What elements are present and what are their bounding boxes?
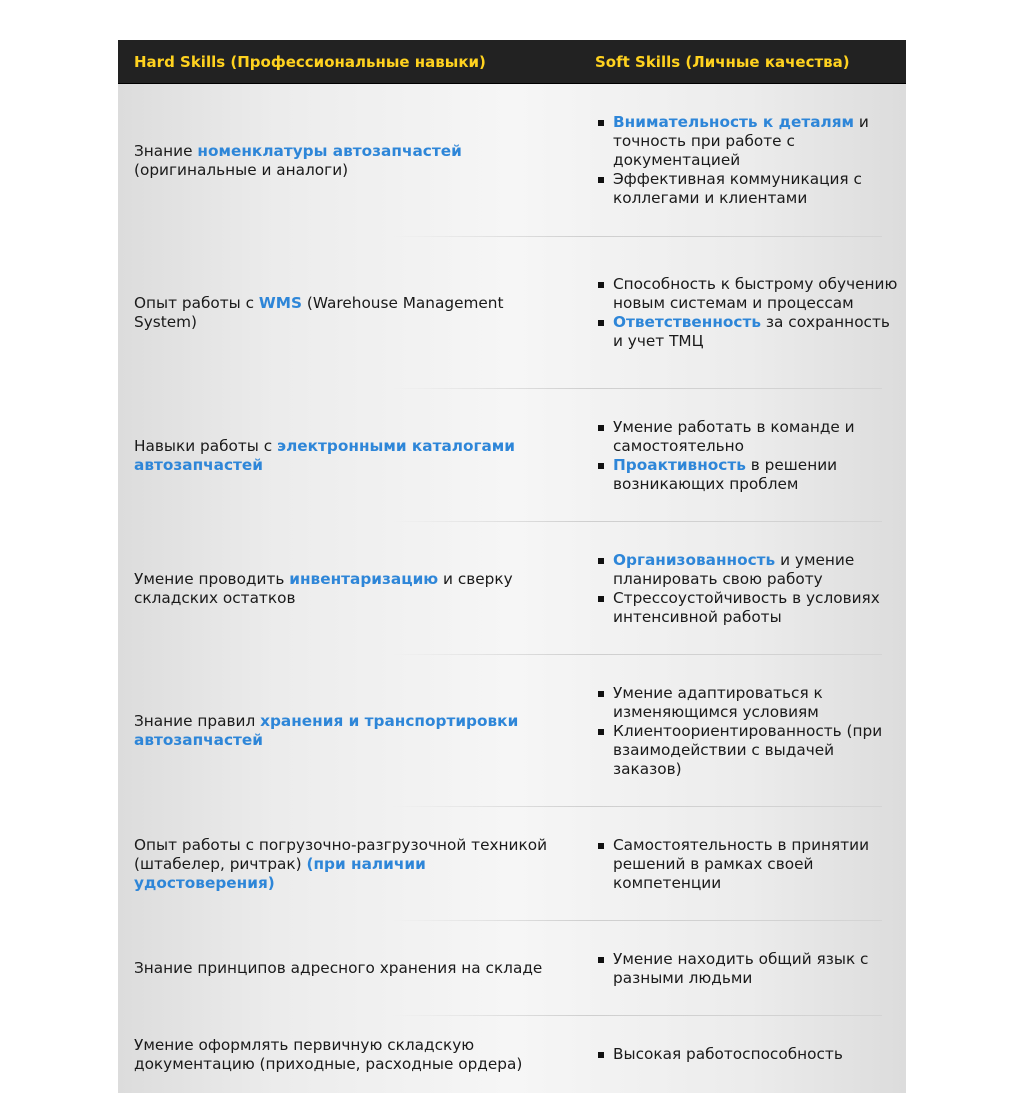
soft-skill-cell (580, 950, 906, 988)
highlight-text: инвентаризацию (289, 569, 439, 588)
table-header (118, 40, 906, 84)
soft-skill-item (595, 456, 898, 494)
soft-skill-item (595, 722, 898, 779)
highlight-text: Проактивность (613, 455, 746, 474)
hard-skill-cell (118, 1036, 580, 1074)
table-row (118, 84, 906, 237)
soft-skill-list (595, 950, 898, 988)
table-row (118, 522, 906, 655)
table-body (118, 84, 906, 1093)
soft-skill-cell (580, 1045, 906, 1064)
text-segment: Умение адаптироваться к изменяющимся условиям (613, 683, 823, 721)
text-segment: в решении возникающих проблем (613, 455, 838, 493)
text-segment: Умение проводить (134, 569, 290, 588)
text-segment: Клиентоориентированность (при взаимодействии с выдачей заказов) (613, 721, 883, 778)
soft-skill-item (595, 836, 898, 893)
text-segment: (Warehouse Management System) (134, 294, 504, 331)
hard-skill-cell (118, 712, 580, 750)
table-row (118, 921, 906, 1016)
text-segment: Эффективная коммуникация с коллегами и клиентами (613, 170, 862, 207)
hard-skill-cell (118, 570, 580, 608)
soft-skill-item (595, 551, 898, 589)
soft-skill-cell (580, 113, 906, 208)
soft-skill-list (595, 684, 898, 779)
soft-skill-item (595, 589, 898, 627)
text-segment: (оригинальные и аналоги) (134, 160, 349, 179)
highlight-text: хранения и транспортировки автозапчастей (134, 712, 519, 749)
text-segment: Высокая работоспособность (613, 1045, 843, 1063)
text-segment: Самостоятельность в принятии решений в рамках своей компетенции (613, 835, 870, 892)
soft-skill-item (595, 418, 898, 456)
text-segment: Навыки работы с (134, 436, 278, 455)
text-segment: Стрессоустойчивость в условиях интенсивной работы (613, 588, 880, 626)
soft-skill-item (595, 170, 898, 208)
highlight-text: электронными каталогами автозапчастей (134, 436, 516, 474)
text-segment: Знание принципов адресного хранения на складе (134, 959, 543, 977)
table-row (118, 655, 906, 807)
hard-skill-cell (118, 437, 580, 475)
soft-skill-item (595, 313, 898, 351)
table-row (118, 237, 906, 389)
skills-table (118, 40, 906, 1093)
text-segment: Умение находить общий язык с разными людьми (613, 949, 869, 987)
hard-skill-cell (118, 142, 580, 180)
text-segment: и умение планировать свою работу (613, 550, 855, 588)
text-segment: Знание (134, 141, 198, 160)
soft-skill-list (595, 418, 898, 494)
highlight-text: Организованность (613, 550, 776, 569)
soft-skill-cell (580, 551, 906, 627)
soft-skill-list (595, 1045, 898, 1064)
soft-skill-list (595, 836, 898, 893)
highlight-text: (при наличии удостоверения) (134, 854, 426, 892)
table-row (118, 807, 906, 921)
highlight-text: WMS (258, 294, 303, 312)
table-row (118, 389, 906, 522)
soft-skill-list (595, 275, 898, 351)
soft-skill-item (595, 1045, 898, 1064)
text-segment: и сверку складских остатков (134, 569, 513, 607)
soft-skill-cell (580, 275, 906, 351)
soft-skill-cell (580, 836, 906, 893)
text-segment: и точность при работе с документацией (613, 113, 869, 169)
text-segment: Опыт работы с (134, 294, 259, 312)
soft-skill-list (595, 113, 898, 208)
soft-skill-cell (580, 418, 906, 494)
hard-skill-cell (118, 294, 580, 332)
soft-skill-item (595, 684, 898, 722)
soft-skill-item (595, 950, 898, 988)
text-segment: Умение оформлять первичную складскую документацию (приходные, расходные ордера) (134, 1035, 523, 1073)
text-segment: Знание правил (134, 712, 261, 730)
hard-skill-cell (118, 959, 580, 978)
soft-skill-item (595, 275, 898, 313)
text-segment: Способность к быстрому обучению новым системам и процессам (613, 275, 898, 312)
text-segment: Умение работать в команде и самостоятельно (613, 417, 855, 455)
soft-skill-list (595, 551, 898, 627)
soft-skill-cell (580, 684, 906, 779)
highlight-text: номенклатуры автозапчастей (197, 141, 462, 160)
hard-skills-header: Hard Skills (Профессиональные навыки) (134, 52, 486, 71)
text-segment: за сохранность и учет ТМЦ (613, 313, 890, 350)
text-segment: Опыт работы с погрузочно-разгрузочной техникой (штабелер, ричтрак) (134, 835, 548, 873)
table-row (118, 1016, 906, 1093)
soft-skill-item (595, 113, 898, 170)
highlight-text: Ответственность (613, 313, 762, 331)
hard-skill-cell (118, 836, 580, 893)
soft-skills-header: Soft Skills (Личные качества) (595, 52, 850, 71)
highlight-text: Внимательность к деталям (613, 113, 855, 131)
